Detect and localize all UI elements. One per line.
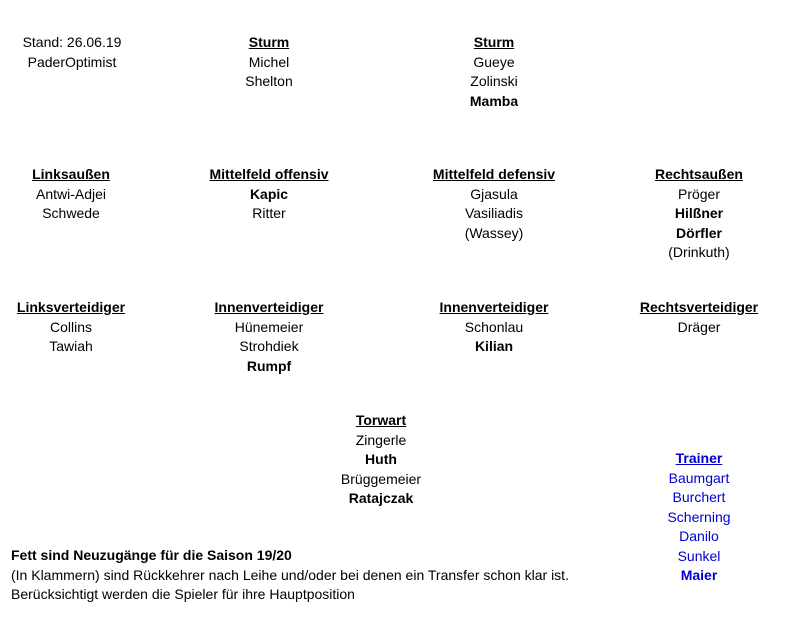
player-name: Schwede (42, 205, 100, 221)
player-name: Schonlau (464, 318, 524, 335)
player-name: Shelton (245, 73, 293, 89)
position-sturm-right (434, 33, 554, 111)
player-name: Maier (680, 567, 718, 583)
position-title: Innenverteidiger (214, 299, 324, 315)
player-name: Hünemeier (234, 318, 304, 335)
legend-brackets-note: (In Klammern) sind Rückkehrer nach Leihe und/oder bei denen ein Transfer schon klar ist. (11, 566, 569, 583)
stand-date: Stand: 26.06.19 (22, 34, 122, 50)
position-rechtsverteidiger (629, 298, 769, 337)
position-torwart (321, 411, 441, 509)
player-name: Pröger (677, 185, 721, 202)
position-title: Rechtsaußen (655, 166, 743, 182)
player-name: Antwi-Adjei (35, 185, 107, 202)
player-name: Ritter (252, 205, 286, 221)
player-name: Tawiah (49, 338, 93, 354)
position-rechtsaussen (639, 165, 759, 263)
player-name: Burchert (672, 489, 726, 505)
position-mittelfeld-defensiv (414, 165, 574, 243)
position-title: Mittelfeld offensiv (209, 166, 329, 182)
position-innenverteidiger-right (424, 298, 564, 357)
position-trainer (639, 449, 759, 586)
position-linksverteidiger (6, 298, 136, 357)
player-name: Dörfler (676, 224, 722, 241)
position-title: Innenverteidiger (439, 299, 549, 315)
position-title: Sturm (473, 34, 515, 50)
player-name: Dräger (677, 318, 721, 335)
player-name: Michel (248, 53, 290, 70)
position-innenverteidiger-left (199, 298, 339, 376)
position-title: Sturm (248, 34, 290, 50)
player-name: Sunkel (677, 547, 721, 564)
player-name: Gueye (473, 53, 515, 70)
player-name: Baumgart (668, 469, 730, 486)
position-title: Linksverteidiger (16, 299, 126, 315)
legend (11, 546, 569, 605)
player-name: Zingerle (355, 431, 407, 448)
legend-bold-note: Fett sind Neuzugänge für die Saison 19/20 (11, 547, 292, 563)
player-name: (Drinkuth) (668, 244, 730, 260)
position-mittelfeld-offensiv (189, 165, 349, 224)
player-name: (Wassey) (464, 224, 524, 241)
player-name: Mamba (469, 92, 519, 109)
player-name: Huth (365, 451, 397, 467)
player-name: Kilian (474, 338, 514, 354)
player-name: Rumpf (246, 357, 292, 374)
position-title: Trainer (675, 450, 723, 466)
legend-position-note: Berücksichtigt werden die Spieler für ihre Hauptposition (11, 586, 355, 602)
stand-author: PaderOptimist (27, 53, 117, 70)
stand-info (12, 33, 132, 72)
player-name: Ratajczak (348, 490, 414, 506)
player-name: Danilo (679, 528, 719, 544)
position-title: Torwart (355, 412, 407, 428)
player-name: Strohdiek (239, 338, 299, 354)
player-name: Collins (49, 318, 92, 335)
position-title: Mittelfeld defensiv (432, 166, 556, 182)
position-sturm-left (209, 33, 329, 92)
position-title: Linksaußen (32, 166, 110, 182)
player-name: Vasiliadis (464, 205, 524, 221)
player-name: Gjasula (470, 185, 518, 202)
player-name: Hilßner (674, 205, 724, 221)
position-title: Rechtsverteidiger (639, 299, 759, 315)
position-linksaussen (11, 165, 131, 224)
player-name: Brüggemeier (340, 470, 422, 487)
player-name: Scherning (667, 508, 731, 525)
player-name: Kapic (249, 185, 289, 202)
player-name: Zolinski (470, 73, 518, 89)
